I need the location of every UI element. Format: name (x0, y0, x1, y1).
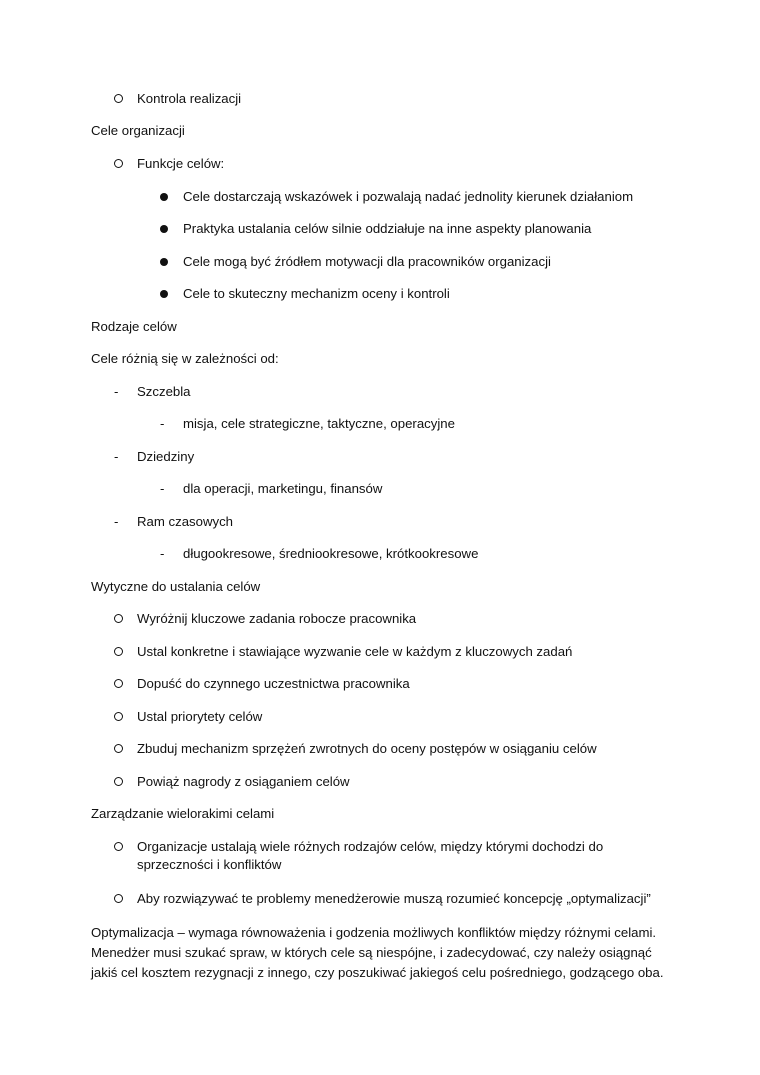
hollow-bullet-icon (114, 647, 123, 656)
list-item: Cele mogą być źródłem motywacji dla pracowników organizacji (183, 254, 551, 269)
hollow-bullet-icon (114, 94, 123, 103)
dash-marker: - (114, 514, 119, 529)
dash-marker: - (114, 449, 119, 464)
hollow-bullet-icon (114, 777, 123, 786)
list-item: Dopuść do czynnego uczestnictwa pracownika (137, 676, 410, 691)
list-item: Cele to skuteczny mechanizm oceny i kontroli (183, 286, 450, 301)
list-item: Aby rozwiązywać te problemy menedżerowie muszą rozumieć koncepcję „optymalizacji” (137, 891, 651, 906)
dash-marker: - (160, 481, 165, 496)
list-item: Szczebla (137, 384, 191, 399)
section-heading: Cele organizacji (91, 123, 185, 138)
section-heading: Rodzaje celów (91, 319, 177, 334)
list-item: Powiąż nagrody z osiąganiem celów (137, 774, 350, 789)
list-item: Funkcje celów: (137, 156, 225, 171)
optimization-paragraph: Optymalizacja – wymaga równoważenia i godzenia możliwych konfliktów między różnymi celami. Menedżer musi szukać spraw, w których cele są niespójne, i zadecydować, czy należy osiągnąć jakiś cel kosztem rezygnacji z innego, czy poszukiwać jakiegoś celu pośredniego, godzącego oba. (91, 925, 664, 980)
dash-marker: - (160, 546, 165, 561)
hollow-bullet-icon (114, 744, 123, 753)
dash-marker: - (160, 416, 165, 431)
list-item: Cele dostarczają wskazówek i pozwalają nadać jednolity kierunek działaniom (183, 189, 634, 204)
hollow-bullet-icon (114, 159, 123, 168)
hollow-bullet-icon (114, 842, 123, 851)
list-item: Ustal priorytety celów (137, 709, 263, 724)
list-item: Organizacje ustalają wiele różnych rodzajów celów, między którymi dochodzi do sprzeczności i konfliktów (137, 839, 604, 872)
list-item: Praktyka ustalania celów silnie oddziałuje na inne aspekty planowania (183, 221, 592, 236)
filled-bullet-icon (160, 193, 168, 201)
list-item: Ram czasowych (137, 514, 234, 529)
list-item: Zbuduj mechanizm sprzężeń zwrotnych do oceny postępów w osiąganiu celów (137, 741, 597, 756)
section-heading: Zarządzanie wielorakimi celami (91, 806, 275, 821)
hollow-bullet-icon (114, 679, 123, 688)
paragraph: Cele różnią się w zależności od: (91, 351, 279, 366)
dash-marker: - (114, 384, 119, 399)
list-item: Kontrola realizacji (137, 91, 242, 106)
filled-bullet-icon (160, 290, 168, 298)
list-item: długookresowe, średniookresowe, krótkookresowe (183, 546, 479, 561)
list-item: Ustal konkretne i stawiające wyzwanie cele w każdym z kluczowych zadań (137, 644, 573, 659)
list-item: dla operacji, marketingu, finansów (183, 481, 383, 496)
section-heading: Wytyczne do ustalania celów (91, 579, 261, 594)
hollow-bullet-icon (114, 712, 123, 721)
hollow-bullet-icon (114, 894, 123, 903)
list-item: Wyróżnij kluczowe zadania robocze pracownika (137, 611, 417, 626)
list-item: Dziedziny (137, 449, 195, 464)
filled-bullet-icon (160, 258, 168, 266)
hollow-bullet-icon (114, 614, 123, 623)
filled-bullet-icon (160, 225, 168, 233)
list-item: misja, cele strategiczne, taktyczne, operacyjne (183, 416, 455, 431)
